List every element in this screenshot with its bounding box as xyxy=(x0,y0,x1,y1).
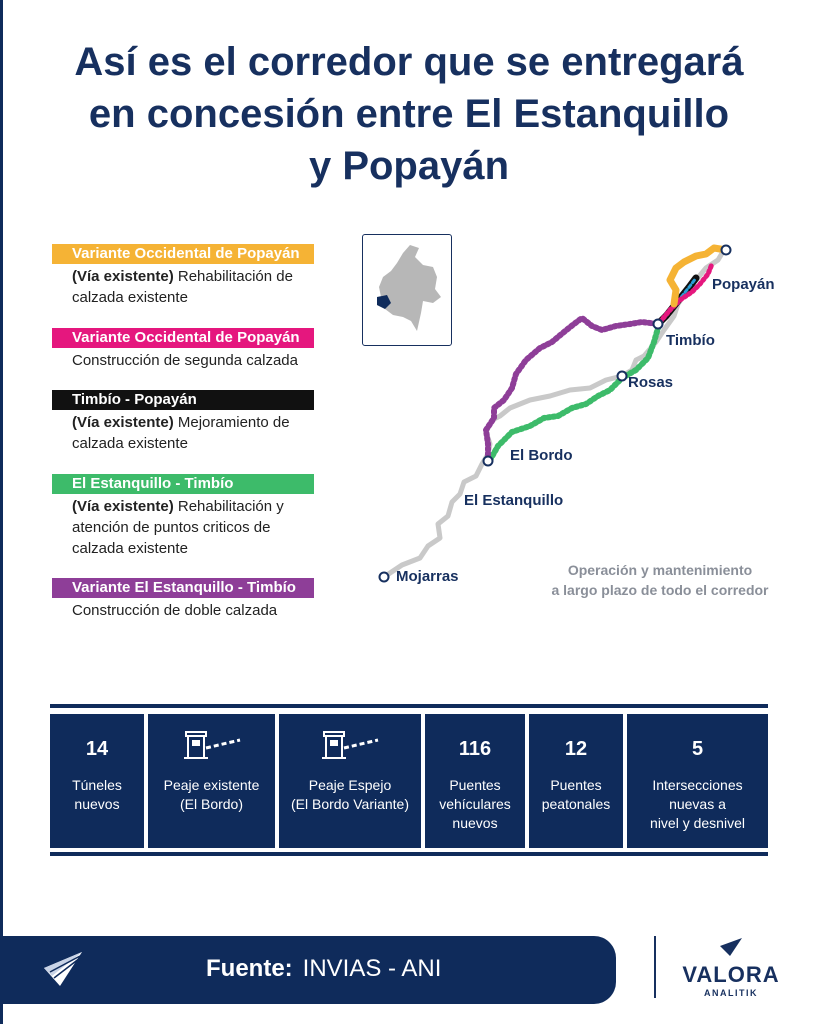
place-label-el-bordo: El Bordo xyxy=(510,447,573,464)
stat-label-line: (El Bordo) xyxy=(179,796,244,812)
legend-description xyxy=(52,600,314,621)
toll-booth-icon xyxy=(320,730,380,760)
source-line xyxy=(206,955,441,983)
stat-label xyxy=(429,776,521,833)
legend-text: calzada existente xyxy=(72,540,188,557)
legend-item-variante-estanquillo xyxy=(52,578,314,621)
stats-row xyxy=(50,714,770,848)
legend-item-variante-occidental-rehab xyxy=(52,244,314,308)
rosas-marker xyxy=(618,372,627,381)
source-label: Fuente: xyxy=(206,955,293,982)
stat-label-line: Puentes xyxy=(449,777,501,793)
legend-text: calzada existente xyxy=(72,289,188,306)
stat-label-line: Intersecciones xyxy=(652,777,743,793)
brand-sub: ANALITIK xyxy=(704,988,758,998)
stat-intersections xyxy=(627,714,768,848)
stat-label-line: Túneles xyxy=(72,777,122,793)
stats-bottom-rule xyxy=(50,852,768,856)
source-value: INVIAS - ANI xyxy=(302,955,442,982)
toll-booth-icon xyxy=(182,730,242,760)
stat-label-line: nivel y desnivel xyxy=(650,815,745,831)
title-line-1: Así es el corredor que se entregará xyxy=(74,40,744,84)
stat-number: 14 xyxy=(85,738,109,760)
valora-logo-icon xyxy=(720,936,744,958)
legend-text: Rehabilitación y xyxy=(173,498,284,515)
legend-text: atención de puntos criticos de xyxy=(72,519,271,536)
stat-label xyxy=(54,776,140,814)
valora-wing-icon xyxy=(42,946,86,992)
stat-label-line: vehículares xyxy=(439,796,511,812)
legend-title: Variante Occidental de Popayán xyxy=(52,244,314,264)
legend-description xyxy=(52,412,314,454)
stat-number: 12 xyxy=(564,738,588,760)
title-line-2: en concesión entre El Estanquillo xyxy=(88,92,730,136)
place-label-rosas: Rosas xyxy=(628,374,674,391)
stat-label-line: peatonales xyxy=(541,796,611,812)
note-line-2: a largo plazo de todo el corredor xyxy=(551,582,769,598)
green-route xyxy=(490,328,658,460)
stat-vehicle-bridges xyxy=(425,714,525,848)
legend-title: El Estanquillo - Timbío xyxy=(52,474,314,494)
stat-label-line: nuevas a xyxy=(669,796,726,812)
legend-description xyxy=(52,350,314,371)
legend-description xyxy=(52,266,314,308)
legend-item-estanquillo-timbio xyxy=(52,474,314,559)
place-label-mojarras: Mojarras xyxy=(396,568,459,585)
legend-text: Mejoramiento de xyxy=(173,414,290,431)
stat-toll-mirror xyxy=(279,714,421,848)
stat-label-line: (El Bordo Variante) xyxy=(290,796,409,812)
legend-text: calzada existente xyxy=(72,435,188,452)
stat-label xyxy=(533,776,619,814)
footer-divider xyxy=(654,936,656,998)
legend-text: Construcción de doble calzada xyxy=(72,602,278,619)
legend-bold: (Vía existente) xyxy=(72,268,174,285)
legend-title: Variante Occidental de Popayán xyxy=(52,328,314,348)
stat-label-line: Puentes xyxy=(550,777,602,793)
legend-description xyxy=(52,496,314,559)
popayan-marker xyxy=(722,246,731,255)
place-label-el-estanquillo: El Estanquillo xyxy=(464,492,564,509)
place-label-timbio: Timbío xyxy=(666,332,715,349)
legend-text: Construcción de segunda calzada xyxy=(72,352,298,369)
mojarras-marker xyxy=(380,573,389,582)
legend-title: Timbío - Popayán xyxy=(52,390,314,410)
legend-text: Rehabilitación de xyxy=(173,268,293,285)
legend-item-variante-occidental-segunda xyxy=(52,328,314,371)
stat-label xyxy=(152,776,271,814)
stat-number: 116 xyxy=(458,738,492,760)
stat-tunnels xyxy=(50,714,144,848)
title-line-3: y Popayán xyxy=(308,144,510,188)
stats-top-rule xyxy=(50,704,768,708)
stat-label-line: Peaje existente xyxy=(163,777,260,793)
place-label-popayan: Popayán xyxy=(712,276,775,293)
stat-number: 5 xyxy=(691,738,704,760)
page-title xyxy=(40,36,778,192)
stat-label-line: Peaje Espejo xyxy=(308,777,392,793)
legend-bold: (Vía existente) xyxy=(72,498,174,515)
map-note xyxy=(520,560,800,600)
stat-label-line: nuevos xyxy=(452,815,498,831)
el-bordo-marker xyxy=(484,457,493,466)
legend-bold: (Vía existente) xyxy=(72,414,174,431)
legend-title: Variante El Estanquillo - Timbío xyxy=(52,578,314,598)
stat-label xyxy=(631,776,764,833)
valora-logo xyxy=(676,936,786,998)
brand-name: VALORA xyxy=(682,962,780,987)
note-line-1: Operación y mantenimiento xyxy=(567,562,753,578)
legend-item-timbio-popayan xyxy=(52,390,314,454)
stat-label-line: nuevos xyxy=(74,796,120,812)
stat-pedestrian-bridges xyxy=(529,714,623,848)
stat-label xyxy=(283,776,417,814)
timbio-marker xyxy=(654,320,663,329)
left-edge-rule xyxy=(0,0,3,1024)
stat-toll-existing xyxy=(148,714,275,848)
